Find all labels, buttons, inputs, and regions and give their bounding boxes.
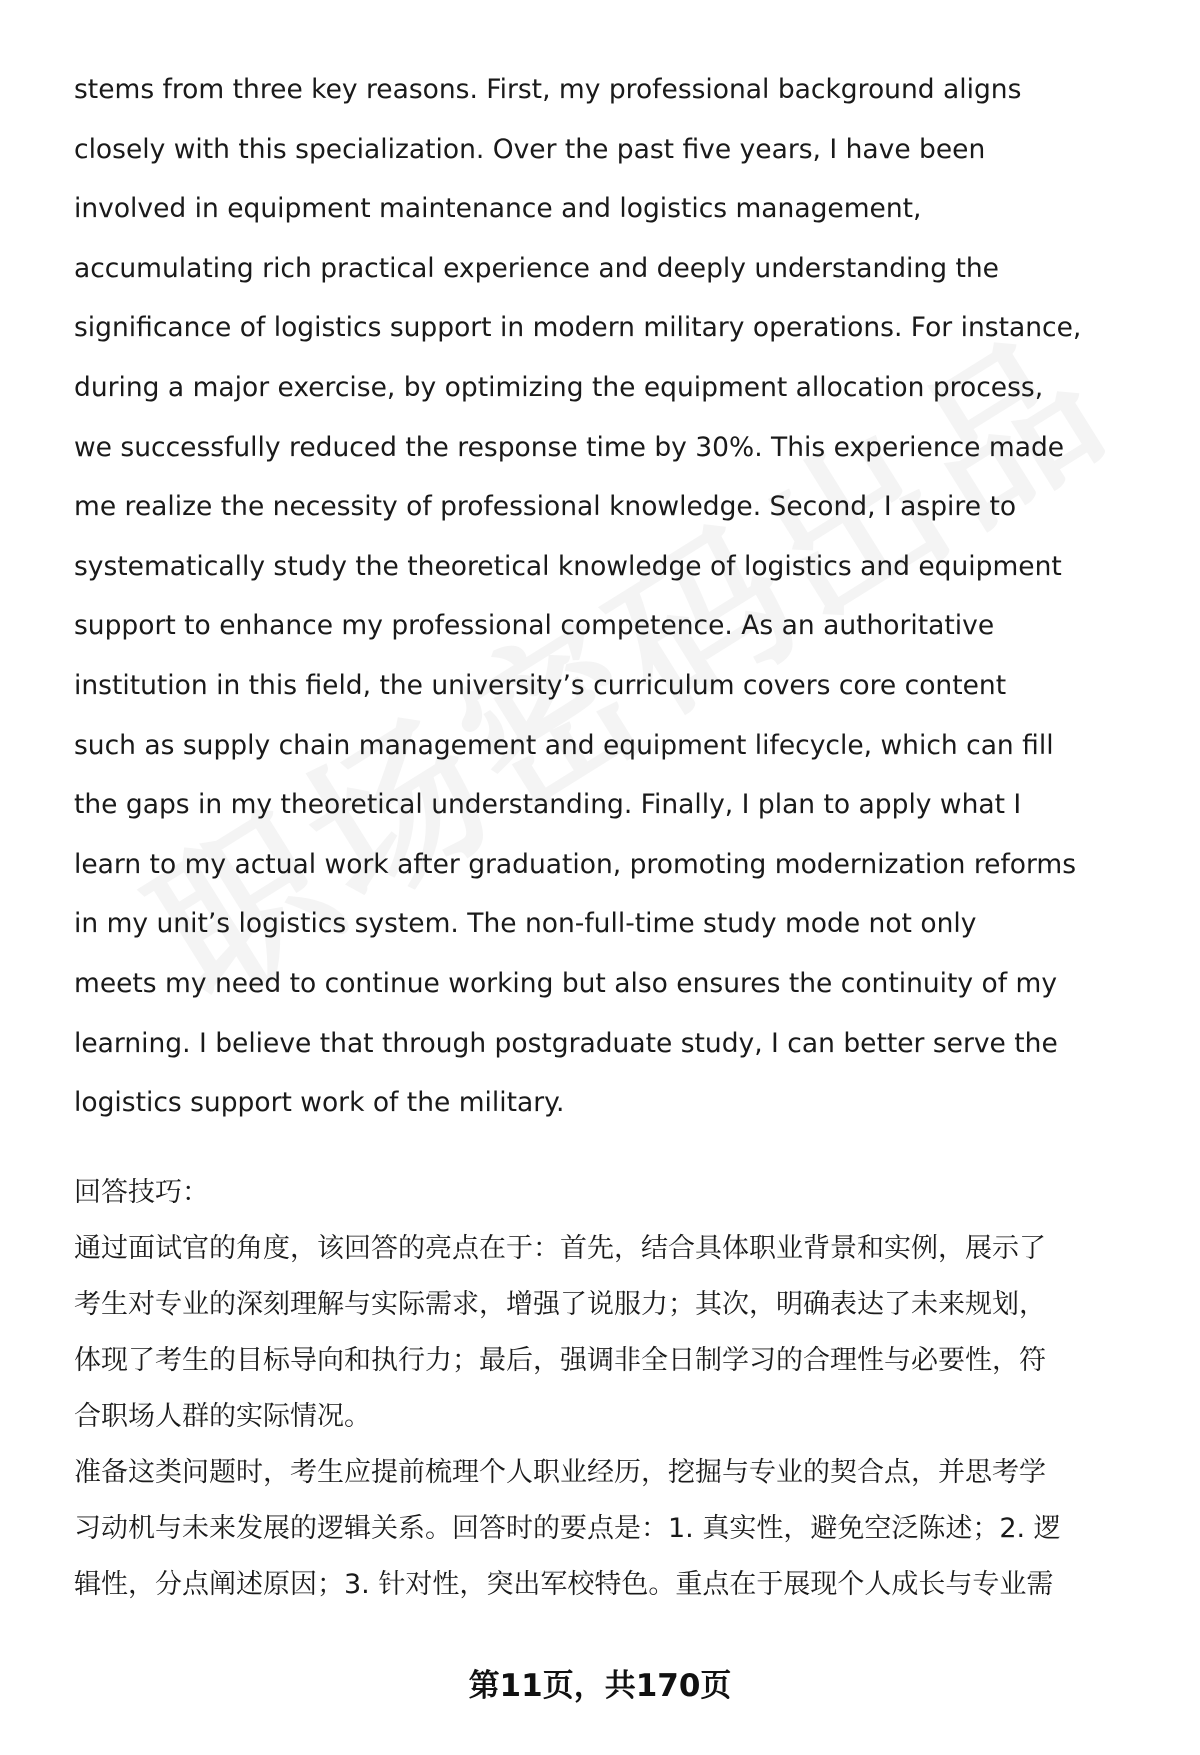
answer-line: such as supply chain management and equipment lifecycle, which can fill: [74, 729, 1054, 761]
answer-line: learning. I believe that through postgraduate study, I can better serve the: [74, 1027, 1058, 1059]
answer-line: involved in equipment maintenance and logistics management,: [74, 193, 922, 225]
answer-line: in my unit’s logistics system. The non-full-time study mode not only: [74, 908, 977, 940]
answer-line: meets my need to continue working but also ensures the continuity of my: [74, 967, 1057, 999]
answer-line: significance of logistics support in modern military operations. For instance,: [74, 312, 1082, 344]
answer-line: support to enhance my professional competence. As an authoritative: [74, 610, 995, 642]
answer-line: systematically study the theoretical knowledge of logistics and equipment: [74, 550, 1062, 582]
tips-line: 辑性，分点阐述原因；3. 针对性，突出军校特色。重点在于展现个人成长与专业需: [74, 1569, 1054, 1600]
answer-line: learn to my actual work after graduation, promoting modernization reforms: [74, 848, 1077, 880]
tips-heading: 回答技巧：: [74, 1177, 209, 1208]
page-number: 第11页，共170页: [468, 1668, 732, 1704]
tips-section: [74, 1165, 1154, 1613]
tips-line: 通过面试官的角度，该回答的亮点在于：首先，结合具体职业背景和实例，展示了: [74, 1233, 1046, 1264]
tips-line: 习动机与未来发展的逻辑关系。回答时的要点是：1. 真实性，避免空泛陈述；2. 逻: [74, 1513, 1061, 1544]
tips-line: 考生对专业的深刻理解与实际需求，增强了说服力；其次，明确表达了未来规划，: [74, 1289, 1046, 1320]
answer-line: during a major exercise, by optimizing the equipment allocation process,: [74, 371, 1044, 403]
answer-line: the gaps in my theoretical understanding. Finally, I plan to apply what I: [74, 789, 1022, 821]
answer-line: accumulating rich practical experience and deeply understanding the: [74, 252, 999, 284]
answer-line: institution in this field, the university’s curriculum covers core content: [74, 669, 1007, 701]
answer-line: me realize the necessity of professional knowledge. Second, I aspire to: [74, 491, 1017, 523]
answer-line: logistics support work of the military.: [74, 1087, 565, 1119]
answer-line: closely with this specialization. Over the past five years, I have been: [74, 133, 986, 165]
answer-line: we successfully reduced the response time by 30%. This experience made: [74, 431, 1065, 463]
tips-line: 准备这类问题时，考生应提前梳理个人职业经历，挖掘与专业的契合点，并思考学: [74, 1457, 1046, 1488]
answer-paragraph: [74, 60, 1154, 1133]
tips-line: 合职场人群的实际情况。: [74, 1401, 371, 1432]
tips-line: 体现了考生的目标导向和执行力；最后，强调非全日制学习的合理性与必要性，符: [74, 1345, 1046, 1376]
answer-line: stems from three key reasons. First, my professional background aligns: [74, 74, 1022, 105]
